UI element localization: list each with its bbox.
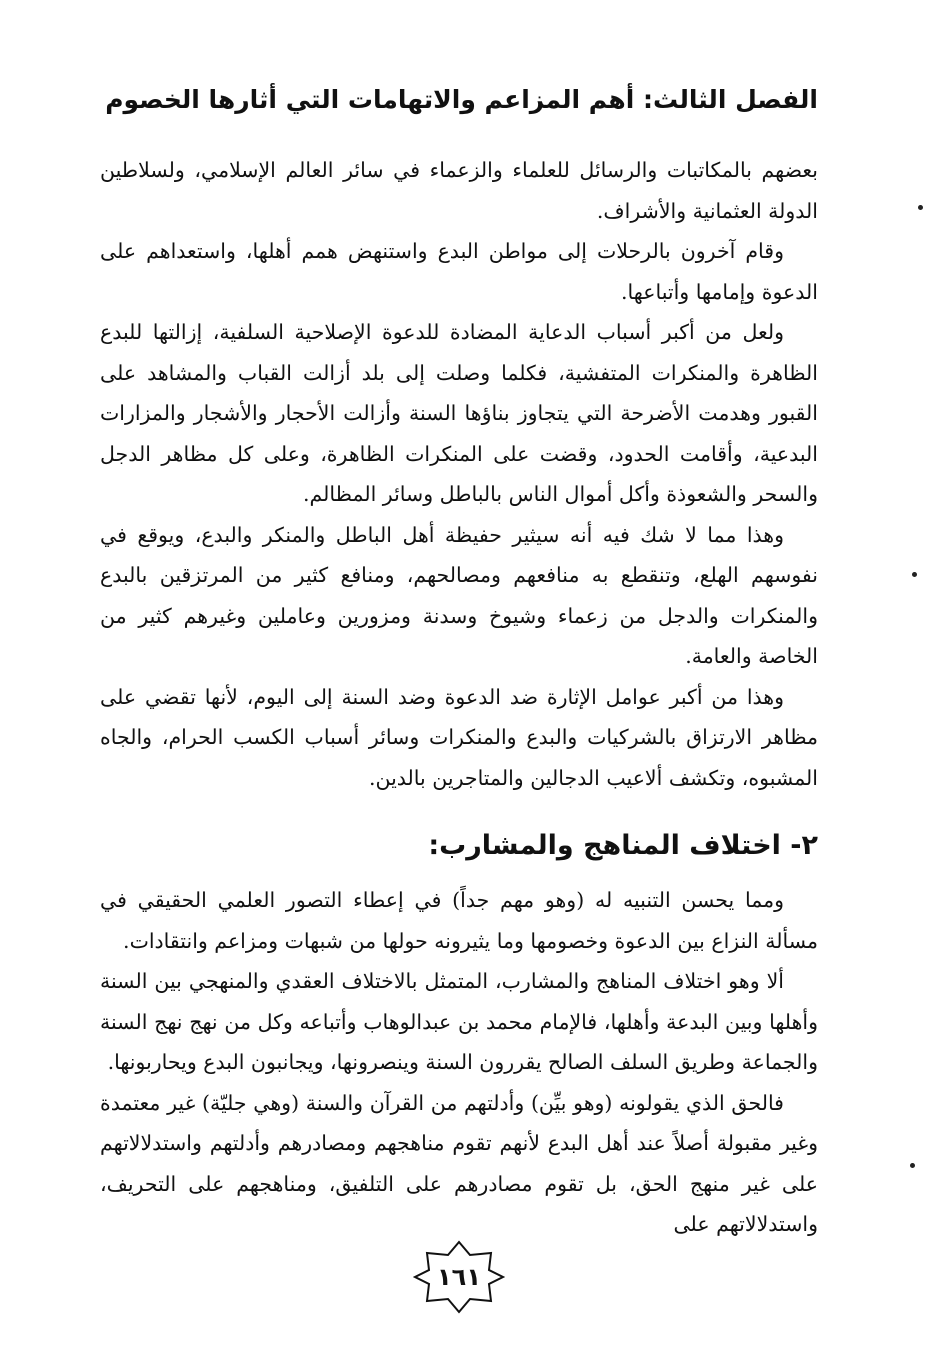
speck xyxy=(910,1163,915,1168)
paragraph: بعضهم بالمكاتبات والرسائل للعلماء والزعماء في سائر العالم الإسلامي، ولسلاطين الدولة العثمانية والأشراف. xyxy=(100,158,818,223)
body-text-top xyxy=(100,150,818,798)
paragraph: وقام آخرون بالرحلات إلى مواطن البدع واستنهض همم أهلها، واستعداهم على الدعوة وإمامها وأتباعها. xyxy=(100,239,818,304)
speck xyxy=(912,572,917,577)
paragraph: وهذا من أكبر عوامل الإثارة ضد الدعوة وضد السنة إلى اليوم، لأنها تقضي على مظاهر الارتزاق بالشركيات والبدع والمنكرات وسائر أسباب الكسب الحرام، والجاه المشبوه، وتكشف ألاعيب الدجالين والمتاجرين بالدين. xyxy=(100,684,818,790)
paragraph: وهذا مما لا شك فيه أنه سيثير حفيظة أهل الباطل والمنكر والبدع، ويوقع في نفوسهم الهلع، وتنقطع به منافعهم ومصالحهم، ومنافع كثير من المرتزقين بالبدع والمنكرات والدجل من زعماء وشيوخ وسدنة ومزورين وعاملين وغيرهم كثير من الخاصة والعامة. xyxy=(100,522,818,668)
speck xyxy=(918,205,923,210)
body-text-bottom xyxy=(100,880,818,1245)
page-number-badge xyxy=(413,1240,505,1314)
paragraph: ومما يحسن التنبيه له (وهو مهم جداً) في إعطاء التصور العلمي الحقيقي في مسألة النزاع بين الدعوة وخصومها وما يثيرونه حولها من شبهات ومزاعم وانتقادات. xyxy=(100,888,818,953)
running-header xyxy=(100,78,818,118)
paragraph: ولعل من أكبر أسباب الدعاية المضادة للدعوة الإصلاحية السلفية، إزالتها للبدع الظاهرة والمنكرات المتفشية، فكلما وصلت إلى بلد أزالت القباب والمشاهد على القبور وهدمت الأضرحة التي يتجاوز بناؤها السنة وأزالت الأحجار والأشجار والمزارات البدعية، وأقامت الحدود، وقضت على المنكرات الظاهرة، وعلى كل مظاهر الدجل والسحر والشعوذة وأكل أموال الناس بالباطل وسائر المظالم. xyxy=(100,320,818,506)
chapter-title: الفصل الثالث: أهم المزاعم والاتهامات التي أثارها الخصوم xyxy=(105,85,818,114)
paragraph: ألا وهو اختلاف المناهج والمشارب، المتمثل بالاختلاف العقدي والمنهجي بين السنة وأهلها وبين البدعة وأهلها، فالإمام محمد بن عبدالوهاب وأتباعه وكل من نهج نهج السنة والجماعة وطريق السلف الصالح يقررون السنة وينصرونها، ويجانبون البدع ويحاربونها. xyxy=(100,969,818,1074)
section-heading: ٢- اختلاف المناهج والمشارب: xyxy=(428,830,818,861)
paragraph: فالحق الذي يقولونه (وهو بيِّن) وأدلتهم من القرآن والسنة (وهي جليّة) غير معتمدة وغير مقبولة أصلاً عند أهل البدع لأنهم تقوم مناهجهم ومصادرهم وأدلتهم واستدلالاتهم على غير منهج الحق، بل تقوم مصادرهم على التلفيق، ومناهجهم على التحريف، واستدلالاتهم على xyxy=(100,1090,818,1236)
page-number: ١٦١ xyxy=(437,1263,481,1291)
